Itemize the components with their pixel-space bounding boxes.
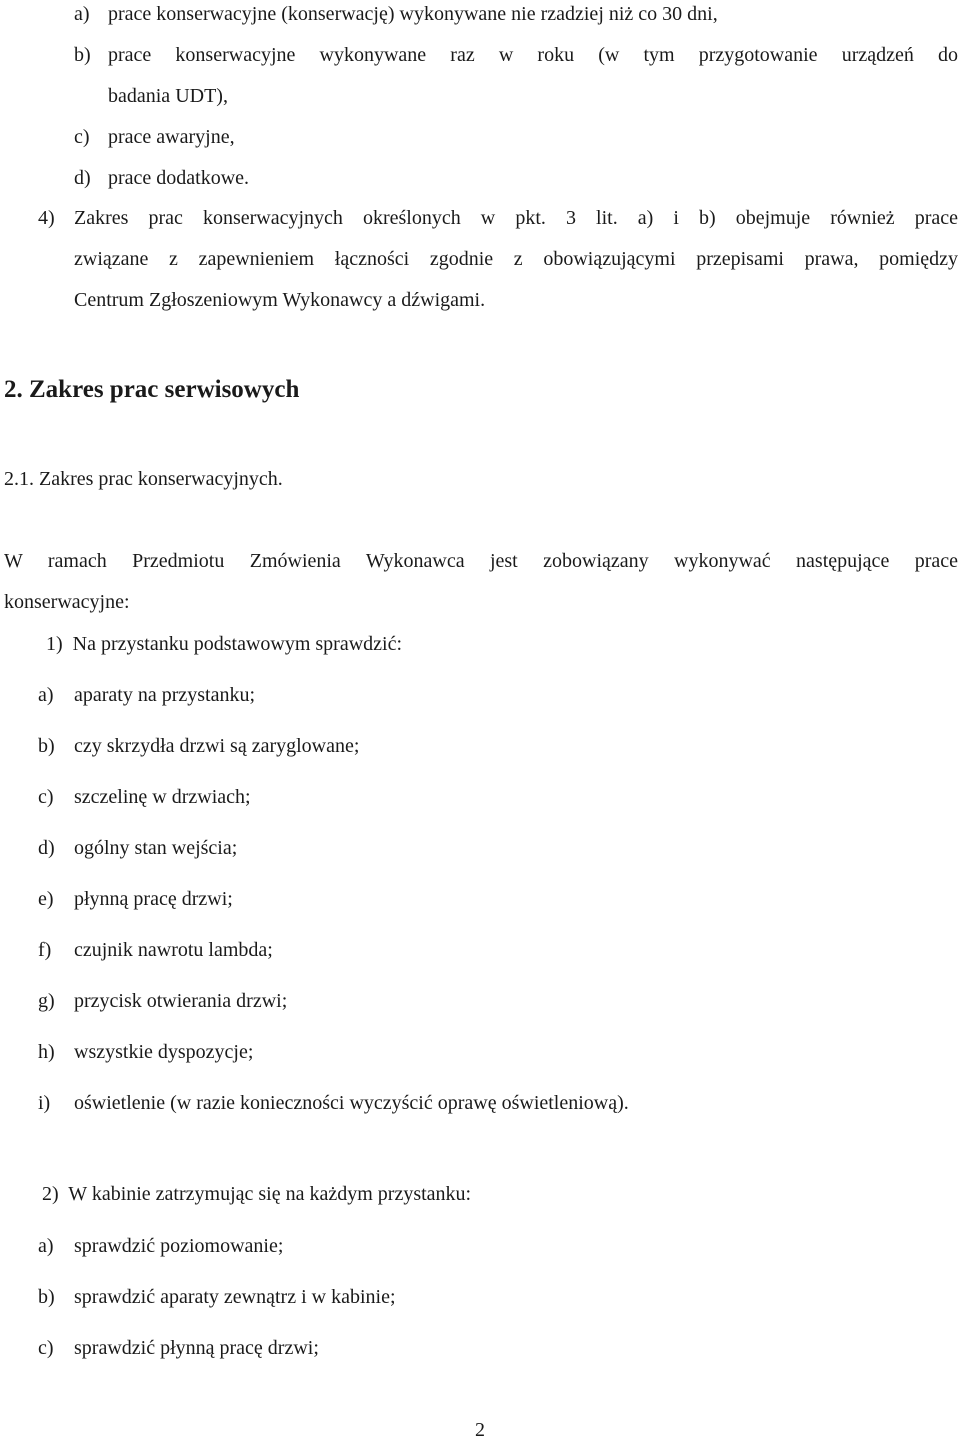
list-item — [38, 1234, 283, 1258]
list-item-continuation: badania UDT), — [108, 85, 228, 107]
list-item — [38, 836, 237, 860]
list-item-text: sprawdzić poziomowanie; — [74, 1235, 284, 1257]
list-item — [38, 1040, 253, 1064]
list-item — [74, 166, 249, 190]
list-item-text: czy skrzydła drzwi są zaryglowane; — [74, 735, 360, 757]
list-item-label: e) — [38, 888, 54, 910]
item-4-text: Zakres prac konserwacyjnych określonych w pkt. 3 lit. a) i b) obejmuje również prace — [74, 207, 958, 229]
item-4-line-3: Centrum Zgłoszeniowym Wykonawcy a dźwigami. — [74, 289, 486, 311]
list-item-text: sprawdzić aparaty zewnątrz i w kabinie; — [74, 1286, 396, 1308]
list-item — [74, 125, 235, 149]
list-item — [38, 1336, 319, 1360]
list-item-label: b) — [38, 735, 55, 757]
list-item-label: c) — [74, 126, 90, 148]
group-2-heading: 2) W kabinie zatrzymując się na każdym przystanku: — [42, 1183, 472, 1205]
intro-line-1: W ramach Przedmiotu Zmówienia Wykonawca jest zobowiązany wykonywać następujące prace — [4, 550, 958, 572]
list-item-label: b) — [38, 1286, 55, 1308]
list-item — [38, 683, 255, 707]
list-item-text: szczelinę w drzwiach; — [74, 786, 251, 808]
list-item — [38, 989, 287, 1013]
list-item-label: f) — [38, 939, 52, 961]
page-number: 2 — [475, 1419, 485, 1441]
list-item — [38, 887, 233, 911]
list-item-label: c) — [38, 1337, 54, 1359]
list-item — [74, 2, 718, 26]
group-1-heading: 1) Na przystanku podstawowym sprawdzić: — [46, 633, 403, 655]
list-item — [38, 734, 359, 758]
list-item-label: d) — [38, 837, 55, 859]
section-heading: 2. Zakres prac serwisowych — [4, 376, 300, 403]
list-item-text: prace dodatkowe. — [108, 167, 250, 189]
list-item — [38, 785, 251, 809]
list-item-text: przycisk otwierania drzwi; — [74, 990, 288, 1012]
list-item-text: ogólny stan wejścia; — [74, 837, 238, 859]
intro-line-2: konserwacyjne: — [4, 591, 130, 613]
list-item-text: oświetlenie (w razie konieczności wyczyścić oprawę oświetleniową). — [74, 1092, 629, 1114]
item-4-line-2: związane z zapewnieniem łączności zgodnie z obowiązującymi przepisami prawa, pomiędzy — [74, 248, 958, 270]
list-item — [38, 1285, 396, 1309]
list-item-label: g) — [38, 990, 55, 1012]
list-item-label: i) — [38, 1092, 51, 1114]
list-item-label: h) — [38, 1041, 55, 1063]
item-4-line-1 — [38, 206, 958, 230]
list-item — [38, 1091, 629, 1115]
list-item-label: a) — [74, 3, 90, 25]
list-item-text: aparaty na przystanku; — [74, 684, 256, 706]
item-4-label: 4) — [38, 207, 55, 229]
list-item-text: sprawdzić płynną pracę drzwi; — [74, 1337, 319, 1359]
list-item — [74, 43, 958, 67]
list-item-label: a) — [38, 684, 54, 706]
list-item-label: c) — [38, 786, 54, 808]
list-item — [38, 938, 273, 962]
list-item-label: a) — [38, 1235, 54, 1257]
list-item-text: czujnik nawrotu lambda; — [74, 939, 273, 961]
list-item-text: prace awaryjne, — [108, 126, 235, 148]
list-item-text: prace konserwacyjne (konserwację) wykonywane nie rzadziej niż co 30 dni, — [108, 3, 718, 25]
list-item-label: d) — [74, 167, 91, 189]
subsection-heading: 2.1. Zakres prac konserwacyjnych. — [4, 468, 283, 490]
list-item-text: wszystkie dyspozycje; — [74, 1041, 254, 1063]
list-item-text: prace konserwacyjne wykonywane raz w roku (w tym przygotowanie urządzeń do — [108, 44, 958, 66]
list-item-text: płynną pracę drzwi; — [74, 888, 233, 910]
list-item-label: b) — [74, 44, 91, 66]
